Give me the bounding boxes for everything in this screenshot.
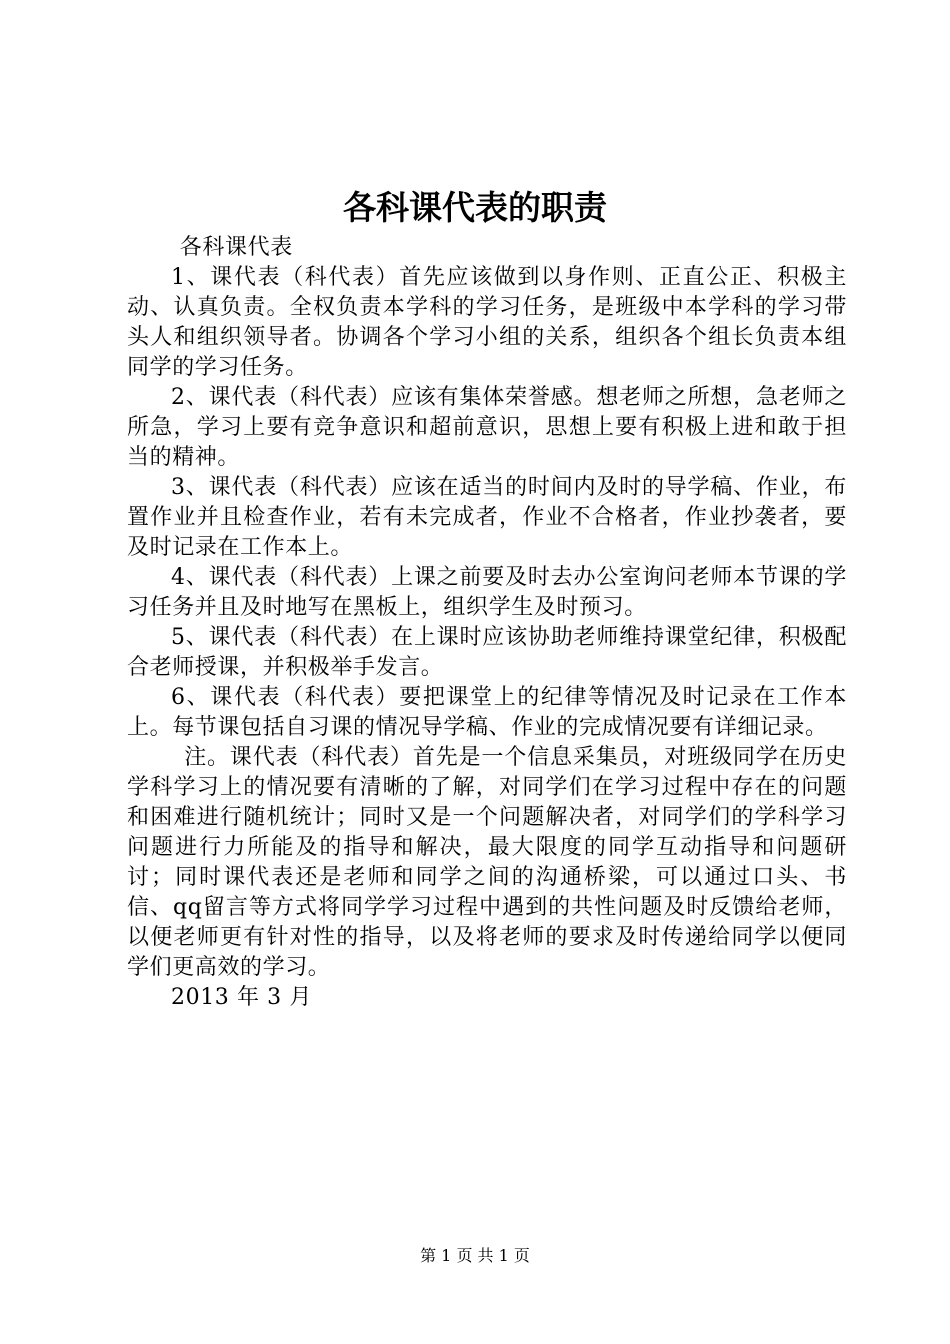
document-body [127, 233, 847, 1013]
note-paragraph: 注。课代表（科代表）首先是一个信息采集员，对班级同学在历史学科学习上的情况要有清晰的了解，对同学们在学习过程中存在的问题和困难进行随机统计；同时又是一个问题解决者，对同学们的学科学习问题进行力所能及的指导和解决，最大限度的同学互动指导和问题研讨；同时课代表还是老师和同学之间的沟通桥梁，可以通过口头、书信、qq留言等方式将同学学习过程中遇到的共性问题及时反馈给老师，以便老师更有针对性的指导，以及将老师的要求及时传递给同学以便同学们更高效的学习。 [127, 745, 847, 980]
page-footer: 第 1 页 共 1 页 [420, 1246, 530, 1265]
document-subheading: 各科课代表 [179, 235, 293, 260]
duty-paragraph-6: 6、课代表（科代表）要把课堂上的纪律等情况及时记录在工作本上。每节课包括自习课的情况导学稿、作业的完成情况要有详细记录。 [127, 685, 847, 740]
duty-paragraph-3: 3、课代表（科代表）应该在适当的时间内及时的导学稿、作业，布置作业并且检查作业，若有未完成者，作业不合格者，作业抄袭者，要及时记录在工作本上。 [127, 475, 847, 560]
duty-paragraph-4: 4、课代表（科代表）上课之前要及时去办公室询问老师本节课的学习任务并且及时地写在黑板上，组织学生及时预习。 [127, 565, 847, 620]
duty-paragraph-1: 1、课代表（科代表）首先应该做到以身作则、正直公正、积极主动、认真负责。全权负责本学科的学习任务，是班级中本学科的学习带头人和组织领导者。协调各个学习小组的关系，组织各个组长负责本组同学的学习任务。 [127, 265, 847, 380]
document-title: 各科课代表的职责 [343, 188, 607, 227]
duty-paragraph-5: 5、课代表（科代表）在上课时应该协助老师维持课堂纪律，积极配合老师授课，并积极举手发言。 [127, 625, 847, 680]
document-date: 2013 年 3 月 [171, 985, 312, 1010]
duty-paragraph-2: 2、课代表（科代表）应该有集体荣誉感。想老师之所想，急老师之所急，学习上要有竞争意识和超前意识，思想上要有积极上进和敢于担当的精神。 [127, 385, 847, 470]
